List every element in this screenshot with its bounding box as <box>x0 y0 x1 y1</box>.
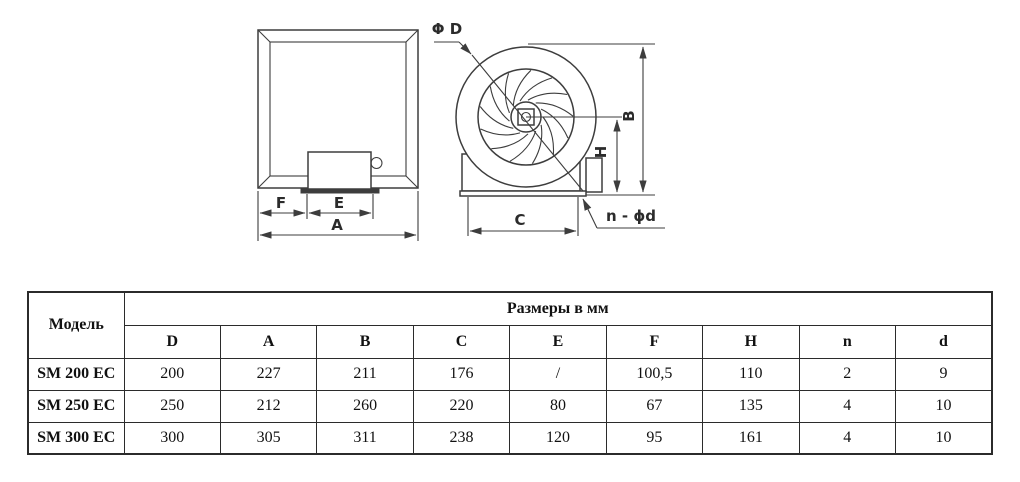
dim-label-h: H <box>592 145 610 159</box>
table-cell: / <box>510 358 606 390</box>
side-view <box>432 20 665 236</box>
dim-label-a: A <box>331 216 343 234</box>
table-cell: 10 <box>896 390 993 422</box>
dimensions-table <box>27 291 993 455</box>
frame-bevel-line <box>406 176 418 188</box>
table-cell: 212 <box>220 390 316 422</box>
column-header-n: n <box>799 325 895 358</box>
junction-box <box>586 158 602 192</box>
table-row <box>28 358 992 390</box>
table-cell: 80 <box>510 390 606 422</box>
table-cell: 211 <box>317 358 413 390</box>
column-header-f: F <box>606 325 702 358</box>
dim-label-b: B <box>620 110 638 122</box>
dimensions-header-cell: Размеры в мм <box>124 292 992 325</box>
table-cell: 250 <box>124 390 220 422</box>
dim-label-e: E <box>333 194 345 212</box>
model-header-cell: Модель <box>28 292 124 358</box>
dim-label-c: C <box>514 211 526 229</box>
motor-base-plate <box>301 189 379 193</box>
table-cell: 311 <box>317 422 413 454</box>
table-cell: 135 <box>703 390 799 422</box>
table-row <box>28 390 992 422</box>
model-name-cell: SM 200 EC <box>28 358 124 390</box>
table-cell: 120 <box>510 422 606 454</box>
table-cell: 110 <box>703 358 799 390</box>
table-subheader-row <box>28 325 992 358</box>
table-cell: 10 <box>896 422 993 454</box>
leader-line-n-phi-d <box>583 199 597 228</box>
table-cell: 4 <box>799 422 895 454</box>
column-header-a: A <box>220 325 316 358</box>
frame-bevel-line <box>258 176 270 188</box>
model-name-cell: SM 300 EC <box>28 422 124 454</box>
fan-base-plate <box>460 191 586 196</box>
frame-bevel-line <box>406 30 418 42</box>
table-cell: 220 <box>413 390 509 422</box>
column-header-c: C <box>413 325 509 358</box>
column-header-d: D <box>124 325 220 358</box>
table-cell: 227 <box>220 358 316 390</box>
table-row <box>28 422 992 454</box>
table-cell: 305 <box>220 422 316 454</box>
table-cell: 67 <box>606 390 702 422</box>
dimensions-table-wrap <box>27 291 993 455</box>
model-name-cell: SM 250 EC <box>28 390 124 422</box>
leader-line-phi-d <box>459 42 471 54</box>
dim-label-phi-d: Φ D <box>431 20 463 38</box>
table-cell: 300 <box>124 422 220 454</box>
column-header-d-small: d <box>896 325 993 358</box>
table-header-row <box>28 292 992 325</box>
column-header-h: H <box>703 325 799 358</box>
dim-label-n-phi-d: n - ϕd <box>605 207 657 225</box>
table-cell: 200 <box>124 358 220 390</box>
table-cell: 4 <box>799 390 895 422</box>
dim-label-f: F <box>275 194 287 212</box>
table-cell: 95 <box>606 422 702 454</box>
table-cell: 161 <box>703 422 799 454</box>
cable-gland <box>371 158 382 169</box>
table-cell: 9 <box>896 358 993 390</box>
motor-box <box>308 152 371 189</box>
column-header-e: E <box>510 325 606 358</box>
table-cell: 100,5 <box>606 358 702 390</box>
table-cell: 2 <box>799 358 895 390</box>
frame-bevel-line <box>258 30 270 42</box>
front-view <box>258 30 418 241</box>
table-cell: 176 <box>413 358 509 390</box>
column-header-b: B <box>317 325 413 358</box>
table-cell: 260 <box>317 390 413 422</box>
table-cell: 238 <box>413 422 509 454</box>
